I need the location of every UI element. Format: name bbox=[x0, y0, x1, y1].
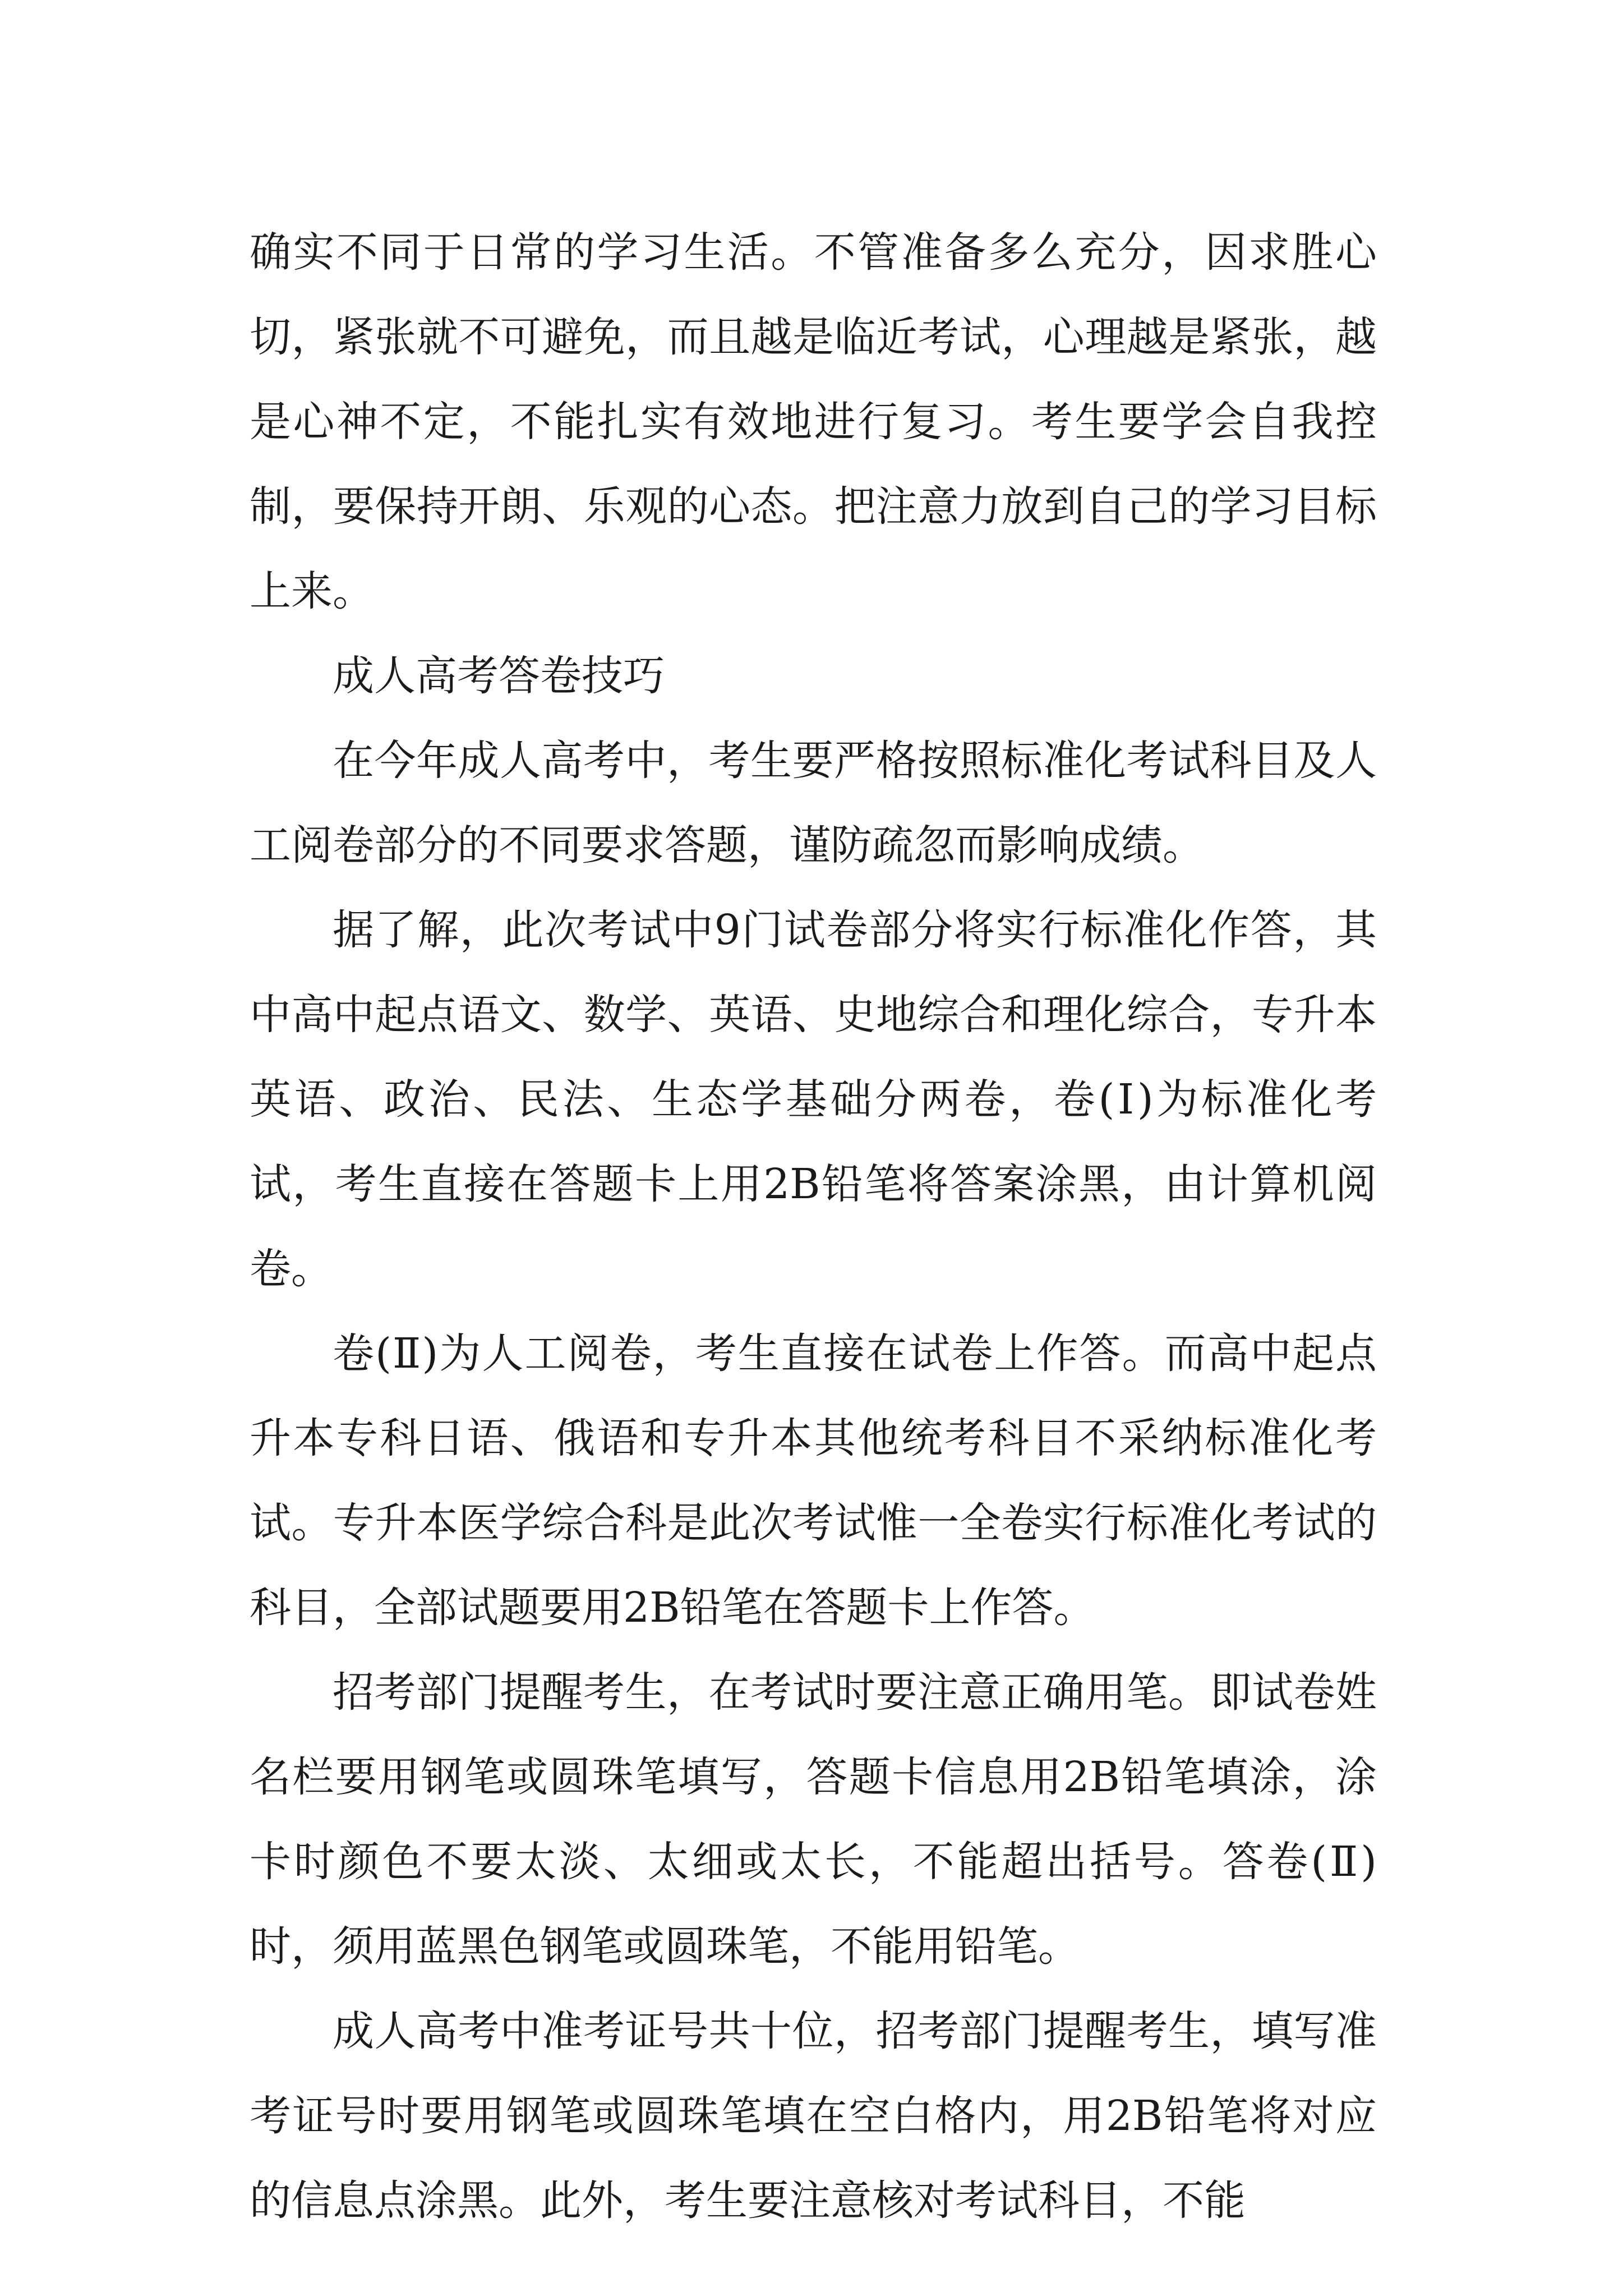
paragraph: 卷(Ⅱ)为人工阅卷，考生直接在试卷上作答。而高中起点升本专科日语、俄语和专升本其他统考科目不采纳标准化考试。专升本医学综合科是此次考试惟一全卷实行标准化考试的科目，全部试题要用2B铅笔在答题卡上作答。 bbox=[250, 1329, 1377, 1632]
paragraph: 成人高考中准考证号共十位，招考部门提醒考生，填写准考证号时要用钢笔或圆珠笔填在空白格内，用2B铅笔将对应的信息点涂黑。此外，考生要注意核对考试科目，不能 bbox=[250, 2007, 1377, 2225]
section-heading: 成人高考答卷技巧 bbox=[333, 652, 665, 700]
document-body bbox=[250, 210, 1377, 2243]
paragraph: 招考部门提醒考生，在考试时要注意正确用笔。即试卷姓名栏要用钢笔或圆珠笔填写，答题卡信息用2B铅笔填涂，涂卡时颜色不要太淡、太细或太长，不能超出括号。答卷(Ⅱ)时，须用蓝黑色钢笔或圆珠笔，不能用铅笔。 bbox=[250, 1668, 1377, 1971]
paragraph: 在今年成人高考中，考生要严格按照标准化考试科目及人工阅卷部分的不同要求答题，谨防疏忽而影响成绩。 bbox=[250, 737, 1377, 869]
paragraph-continuation: 确实不同于日常的学习生活。不管准备多么充分，因求胜心切，紧张就不可避免，而且越是临近考试，心理越是紧张，越是心神不定，不能扎实有效地进行复习。考生要学会自我控制，要保持开朗、乐观的心态。把注意力放到自己的学习目标上来。 bbox=[250, 228, 1377, 615]
paragraph: 据了解，此次考试中9门试卷部分将实行标准化作答，其中高中起点语文、数学、英语、史地综合和理化综合，专升本英语、政治、民法、生态学基础分两卷，卷(Ⅰ)为标准化考试，考生直接在答题卡上用2B铅笔将答案涂黑，由计算机阅卷。 bbox=[250, 906, 1377, 1293]
